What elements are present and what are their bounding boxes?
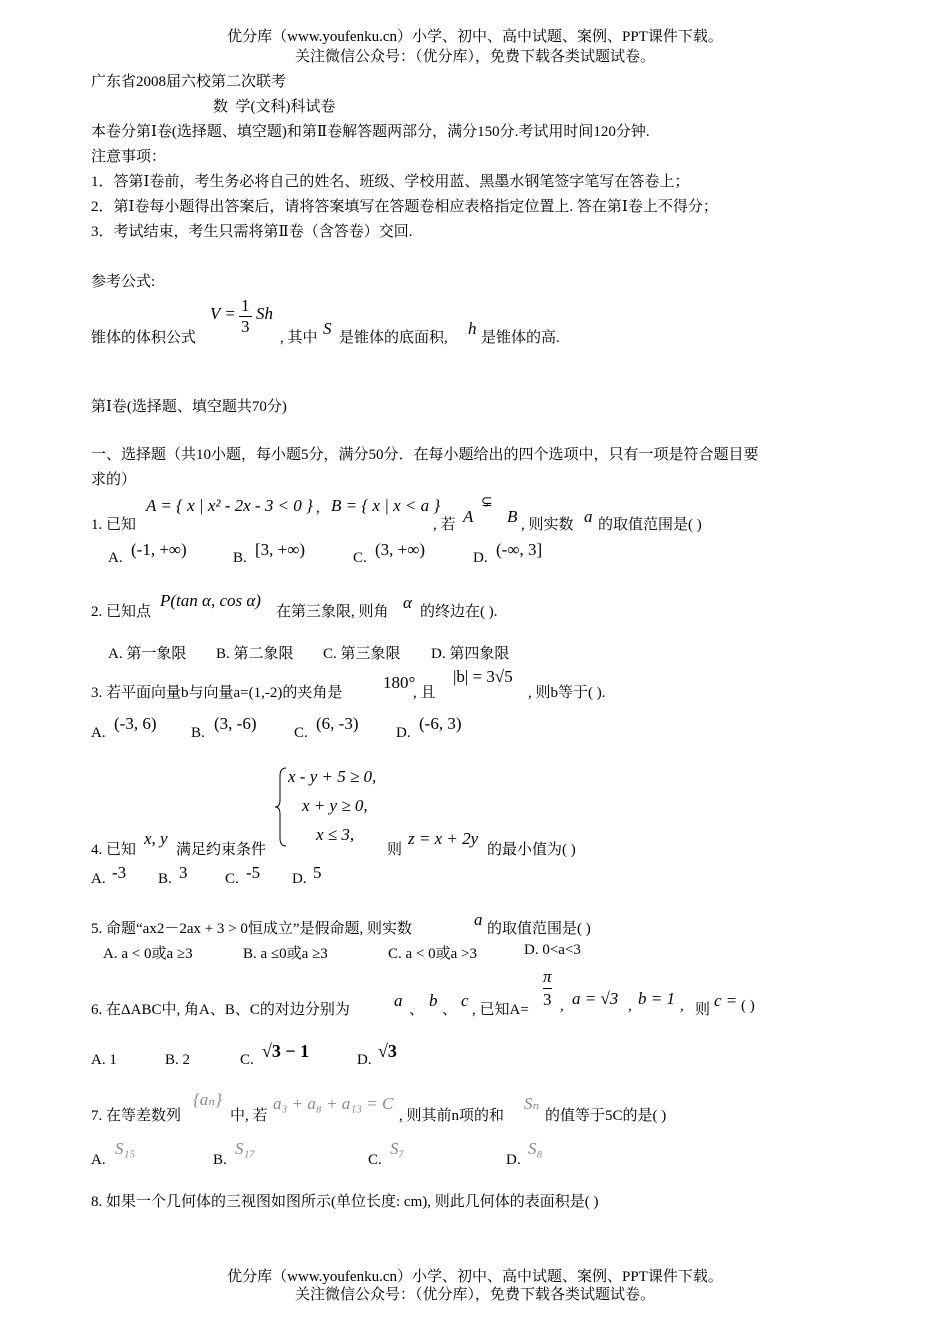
q3-norm: |b| = 3√5 bbox=[453, 667, 513, 686]
q1-set-a: A = { x | x² - 2x - 3 < 0 } bbox=[146, 496, 313, 515]
q4-text: 则 bbox=[387, 842, 403, 858]
option-value: 2 bbox=[182, 1052, 191, 1068]
q6-option-value: √3 bbox=[378, 1041, 397, 1061]
brace-icon bbox=[272, 766, 288, 848]
q3-option-label: A. bbox=[91, 725, 106, 741]
q6-option bbox=[91, 1052, 117, 1069]
q4-prefix: 4. 已知 bbox=[91, 842, 137, 858]
q5-option bbox=[388, 942, 477, 963]
q7-prefix: 7. 在等差数列 bbox=[91, 1108, 182, 1124]
header-line-1: 优分库（www.youfenku.cn）小学、初中、高中试题、案例、PPT课件下载。 bbox=[227, 29, 723, 45]
q7-option-value: S₁₇ bbox=[235, 1139, 256, 1158]
option-label: D. bbox=[524, 942, 539, 958]
q1-option-value: (3, +∞) bbox=[375, 540, 426, 559]
q6-comma: , bbox=[560, 998, 564, 1014]
q6-text: 则 bbox=[695, 1002, 711, 1018]
q2-option bbox=[216, 642, 294, 663]
q7-option-label: A. bbox=[91, 1152, 106, 1168]
exam-school: 广东省2008届六校第二次联考 bbox=[91, 74, 287, 90]
q6-given-b: b = 1 bbox=[638, 989, 675, 1008]
option-value: 第三象限 bbox=[340, 646, 401, 662]
q3-text: , 则b等于( ). bbox=[528, 685, 606, 701]
q4-constraint-3: x ≤ 3, bbox=[316, 825, 355, 844]
q7-option-value: S₈ bbox=[528, 1139, 543, 1158]
q1-text: 的取值范围是( ) bbox=[598, 517, 702, 533]
q2-option bbox=[108, 642, 186, 663]
q3-option-label: D. bbox=[396, 725, 411, 741]
q4-option-label: B. bbox=[158, 871, 172, 887]
fraction-numerator: π bbox=[543, 966, 552, 989]
option-value: 第二象限 bbox=[233, 646, 294, 662]
q6-angle-fraction bbox=[543, 966, 552, 1011]
formula-var-s: S bbox=[323, 319, 332, 338]
q4-constraint-2: x + y ≥ 0, bbox=[302, 796, 368, 815]
header-line-2: 关注微信公众号：（优分库），免费下载各类试题试卷。 bbox=[294, 49, 655, 65]
q3-angle: 180° bbox=[383, 673, 416, 692]
formula-prefix: 锥体的体积公式 bbox=[91, 330, 197, 346]
formula-text: 是锥体的高. bbox=[481, 330, 560, 346]
exam-intro: 本卷分第Ⅰ卷(选择题、填空题)和第Ⅱ卷解答题两部分，满分150分.考试用时间120分钟. bbox=[91, 124, 650, 140]
q4-text: 的最小值为( ) bbox=[487, 842, 576, 858]
notice-item: 2．第Ⅰ卷每小题得出答案后，请将答案填写在答题卷相应表格指定位置上. 答在第Ⅰ卷上不得分； bbox=[91, 199, 718, 215]
notice-heading: 注意事项： bbox=[91, 149, 167, 165]
formula-text: , 其中 bbox=[280, 330, 318, 346]
q1-option-label: C. bbox=[353, 550, 367, 566]
q6-prefix: 6. 在ΔABC中, 角A、B、C的对边分别为 bbox=[91, 1002, 350, 1018]
q3-option-value: (6, -3) bbox=[316, 714, 359, 733]
q7-text: , 则其前n项的和 bbox=[399, 1108, 505, 1124]
q5-text: 的取值范围是( ) bbox=[487, 921, 591, 937]
q2-option bbox=[431, 642, 509, 663]
q6-var-b: b bbox=[429, 991, 438, 1010]
q4-vars: x, y bbox=[144, 829, 168, 848]
q6-sep: 、 bbox=[442, 1002, 458, 1018]
q4-option-label: D. bbox=[292, 871, 307, 887]
q2-prefix: 2. 已知点 bbox=[91, 604, 152, 620]
option-label: B. bbox=[165, 1052, 179, 1068]
q3-option-value: (-3, 6) bbox=[114, 714, 157, 733]
q4-option-label: A. bbox=[91, 871, 106, 887]
q2-text: 的终边在( ). bbox=[420, 604, 498, 620]
section-one-heading-cont: 求的） bbox=[91, 472, 137, 488]
q5-option bbox=[243, 942, 328, 963]
q7-option-label: D. bbox=[506, 1152, 521, 1168]
part-one-heading: 第Ⅰ卷(选择题、填空题共70分) bbox=[91, 399, 287, 415]
q4-text: 满足约束条件 bbox=[176, 842, 267, 858]
fraction-denominator: 3 bbox=[241, 317, 250, 336]
q3-prefix: 3. 若平面向量b与向量a=(1,-2)的夹角是 bbox=[91, 685, 343, 701]
notice-item: 1．答第Ⅰ卷前，考生务必将自己的姓名、班级、学校用蓝、黑墨水钢笔签字笔写在答卷上； bbox=[91, 174, 690, 190]
q4-constraint-1: x - y + 5 ≥ 0, bbox=[288, 767, 377, 786]
q1-b: B bbox=[507, 507, 518, 526]
option-value: 第一象限 bbox=[126, 646, 187, 662]
q3-option-label: B. bbox=[191, 725, 205, 741]
q1-set-b: B = { x | x < a } bbox=[331, 496, 441, 515]
q1-a: A bbox=[463, 507, 474, 526]
q1-var-a: a bbox=[584, 507, 593, 526]
q1-option-value: (-1, +∞) bbox=[131, 540, 187, 559]
q7-option-label: B. bbox=[213, 1152, 227, 1168]
option-value: 0<a<3 bbox=[542, 942, 581, 958]
q7-text: 的值等于5C的是( ) bbox=[545, 1108, 667, 1124]
q1-option-label: B. bbox=[233, 550, 247, 566]
notice-item: 3．考试结束，考生只需将第Ⅱ卷（含答卷）交回. bbox=[91, 224, 413, 240]
q6-var-a: a bbox=[394, 991, 403, 1010]
q4-option-value: 5 bbox=[313, 863, 322, 882]
q1-text: , 则实数 bbox=[521, 517, 574, 533]
q8-text: 8. 如果一个几何体的三视图如图所示(单位长度: cm), 则此几何体的表面积是( ) bbox=[91, 1194, 599, 1210]
q4-option-value: -3 bbox=[112, 863, 127, 882]
q7-option-label: C. bbox=[368, 1152, 382, 1168]
option-label: C. bbox=[388, 946, 402, 962]
fraction-denominator: 3 bbox=[543, 990, 552, 1009]
option-label: D. bbox=[431, 646, 446, 662]
q2-option bbox=[323, 642, 401, 663]
section-one-heading: 一、选择题（共10小题，每小题5分，满分50分．在每小题给出的四个选项中，只有一项是符合题目要 bbox=[91, 447, 759, 463]
q6-var-c: c bbox=[461, 991, 469, 1010]
option-label: C. bbox=[323, 646, 337, 662]
formula-fraction bbox=[239, 296, 252, 337]
q6-option-label: D. bbox=[357, 1052, 372, 1068]
q6-given-a: a = √3 bbox=[572, 989, 619, 1008]
option-label: A. bbox=[103, 946, 118, 962]
q2-text: 在第三象限, 则角 bbox=[276, 604, 389, 620]
option-value: a < 0或a >3 bbox=[405, 946, 478, 962]
q6-option bbox=[165, 1052, 190, 1069]
q1-option-value: (-∞, 3] bbox=[496, 540, 543, 559]
q7-sn: Sₙ bbox=[524, 1094, 540, 1113]
q5-prefix: 5. 命题“ax2－2ax + 3 > 0恒成立”是假命题, 则实数 bbox=[91, 921, 413, 937]
q4-option-value: 3 bbox=[179, 863, 188, 882]
q7-condition: a₃ + a₈ + a₁₃ = C bbox=[273, 1094, 394, 1113]
q6-sep: 、 bbox=[409, 1002, 425, 1018]
formula-heading: 参考公式: bbox=[91, 274, 156, 290]
q4-option-label: C. bbox=[225, 871, 239, 887]
q7-text: 中, 若 bbox=[230, 1108, 268, 1124]
q3-option-value: (3, -6) bbox=[214, 714, 257, 733]
proper-subset-icon: ⊊ bbox=[481, 495, 493, 510]
option-value: 1 bbox=[109, 1052, 117, 1068]
q1-option-value: [3, +∞) bbox=[255, 540, 306, 559]
option-label: A. bbox=[91, 1052, 106, 1068]
q3-option-value: (-6, 3) bbox=[419, 714, 462, 733]
q1-comma: , bbox=[316, 500, 320, 516]
q3-text: , 且 bbox=[413, 685, 436, 701]
option-label: B. bbox=[216, 646, 230, 662]
q7-option-value: S₇ bbox=[390, 1139, 405, 1158]
q7-sequence: {aₙ} bbox=[193, 1090, 222, 1109]
fraction-numerator: 1 bbox=[241, 296, 250, 315]
q5-var-a: a bbox=[474, 910, 483, 929]
option-value: a ≤0或a ≥3 bbox=[260, 946, 328, 962]
q5-option bbox=[103, 942, 193, 963]
footer-line-2: 关注微信公众号：（优分库），免费下载各类试题试卷。 bbox=[294, 1287, 655, 1303]
q6-c-eq: c = bbox=[714, 991, 738, 1010]
option-value: a < 0或a ≥3 bbox=[121, 946, 193, 962]
q6-option-value: √3 − 1 bbox=[262, 1041, 310, 1061]
q6-text: ( ) bbox=[741, 998, 755, 1014]
q6-comma: , bbox=[628, 998, 632, 1014]
formula-lhs: V = bbox=[210, 304, 236, 323]
q1-prefix: 1. 已知 bbox=[91, 517, 137, 533]
option-value: 第四象限 bbox=[449, 646, 510, 662]
q2-alpha: α bbox=[403, 593, 412, 612]
q6-text: , 已知A= bbox=[472, 1002, 529, 1018]
exam-subject: 数 学(文科)科试卷 bbox=[213, 99, 336, 115]
q3-option-label: C. bbox=[294, 725, 308, 741]
q1-text: , 若 bbox=[433, 517, 456, 533]
formula-text: 是锥体的底面积, bbox=[339, 330, 448, 346]
q1-option-label: D. bbox=[473, 550, 488, 566]
q4-objective: z = x + 2y bbox=[408, 829, 479, 848]
q6-comma: , bbox=[680, 998, 684, 1014]
formula-rhs: Sh bbox=[256, 304, 273, 323]
q1-option-label: A. bbox=[108, 550, 123, 566]
formula-var-h: h bbox=[468, 319, 477, 338]
q4-option-value: -5 bbox=[246, 863, 261, 882]
q7-option-value: S₁₅ bbox=[115, 1139, 136, 1158]
option-label: B. bbox=[243, 946, 257, 962]
q2-point: P(tan α, cos α) bbox=[160, 591, 261, 610]
q6-option-label: C. bbox=[240, 1052, 254, 1068]
q5-option bbox=[524, 942, 581, 959]
option-label: A. bbox=[108, 646, 123, 662]
footer-line-1: 优分库（www.youfenku.cn）小学、初中、高中试题、案例、PPT课件下载。 bbox=[227, 1269, 723, 1285]
